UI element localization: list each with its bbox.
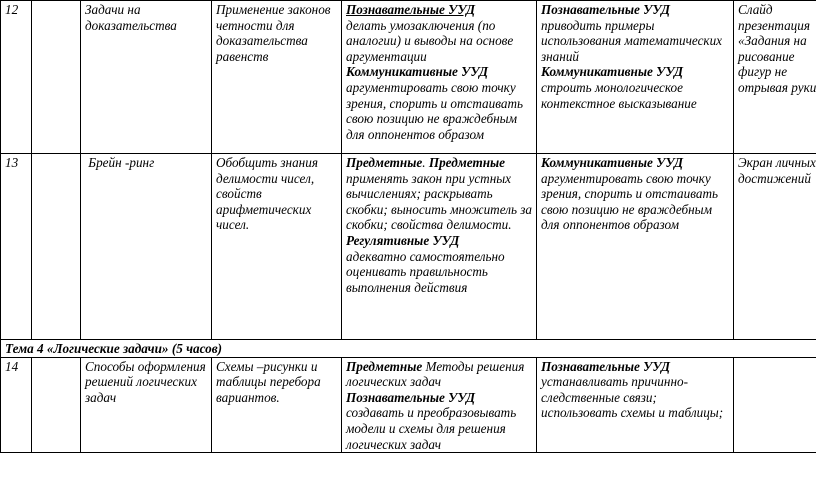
uud-text: аргументировать свою точку зрения, спорить и отстаивать свою позицию не враждебным для оппонентов образом [541, 170, 718, 233]
uud-heading: Предметные [346, 358, 423, 374]
subject-results [342, 357, 537, 453]
uud-heading: Коммуникативные УУД [541, 64, 683, 80]
uud-heading: Познавательные УУД [346, 389, 475, 405]
row-number: 14 [1, 357, 32, 453]
table-row [1, 154, 816, 340]
row-number: 13 [1, 154, 32, 340]
uud-heading: Регулятивные УУД [346, 232, 460, 248]
resources: Слайд презентация «Задания на рисование фигур не отрывая руки [734, 1, 816, 154]
empty-cell [32, 1, 81, 154]
section-title: Тема 4 «Логические задачи» (5 часов) [1, 340, 816, 358]
uud-heading: Коммуникативные УУД [541, 155, 683, 170]
uud-text: приводить примеры использования математических знаний [541, 17, 723, 64]
uud-heading: Познавательные УУД [346, 2, 475, 17]
subject-results [342, 1, 537, 154]
table-row [1, 357, 816, 453]
metasubject-results [537, 357, 734, 453]
uud-text: делать умозаключения (по аналогии) и выводы на основе аргументации [346, 17, 514, 64]
lesson-goal: Обобщить знания делимости чисел, свойств арифметических чисел. [212, 154, 342, 340]
table-row [1, 1, 816, 154]
empty-cell [32, 357, 81, 453]
uud-text: применять закон при устных вычислениях; раскрывать скобки; выносить множитель за скобки; свойства делимости. [346, 170, 533, 233]
uud-heading: Предметные [428, 155, 506, 170]
lesson-topic: Брейн -ринг [81, 154, 212, 340]
uud-text: Методы решения логических задач [346, 358, 525, 390]
uud-heading: Предметные [346, 155, 423, 170]
section-row [1, 340, 816, 358]
lesson-goal: Применение законов четности для доказательства равенств [212, 1, 342, 154]
resources [734, 357, 816, 453]
uud-heading: Познавательные УУД [541, 2, 670, 17]
lesson-topic: Способы оформления решений логических задач [81, 357, 212, 453]
lesson-topic: Задачи на доказательства [81, 1, 212, 154]
uud-text: аргументировать свою точку зрения, спорить и отстаивать свою позицию не враждебным для оппонентов образом [346, 79, 523, 142]
empty-cell [32, 154, 81, 340]
metasubject-results [537, 1, 734, 154]
subject-results: Предметные. Предметные применять закон при устных вычислениях; раскрывать скобки; выносить множитель за скобки; свойства делимости. Регулятивные УУД адекватно самостоятельно оценивать правильность выполнения действия [342, 154, 537, 340]
uud-text: адекватно самостоятельно оценивать правильность выполнения действия [346, 248, 505, 295]
row-number: 12 [1, 1, 32, 154]
uud-text: создавать и преобразовывать модели и схемы для решения логических задач [346, 405, 517, 452]
uud-text: строить монологическое контекстное высказывание [541, 79, 697, 111]
metasubject-results [537, 154, 734, 340]
resources: Экран личных достижений [734, 154, 816, 340]
lesson-goal: Схемы –рисунки и таблицы перебора вариантов. [212, 357, 342, 453]
uud-heading: Познавательные УУД [541, 358, 670, 374]
uud-text: устанавливать причинно-следственные связи; использовать схемы и таблицы; [541, 374, 724, 421]
uud-heading: Коммуникативные УУД [346, 64, 488, 80]
